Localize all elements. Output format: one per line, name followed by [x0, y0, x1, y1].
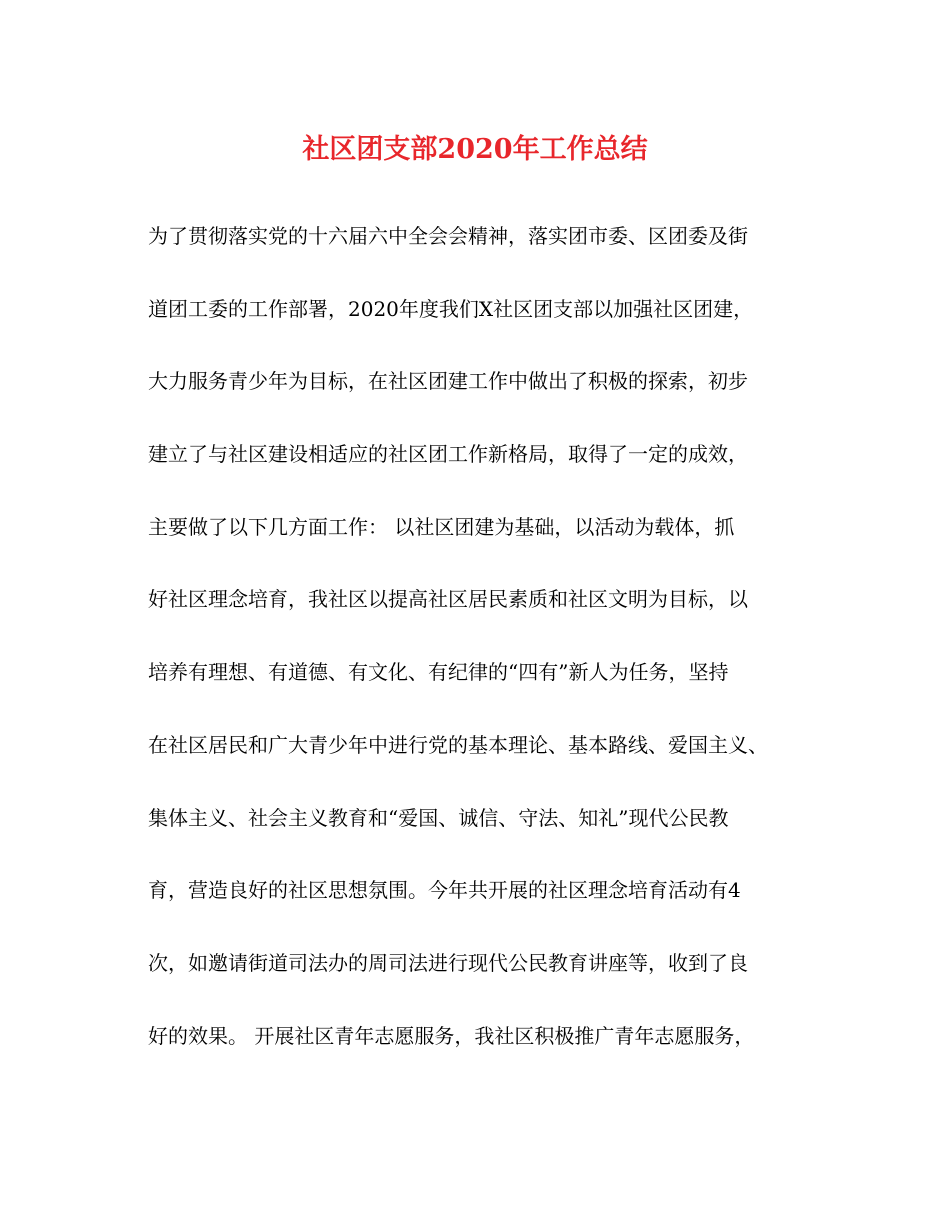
- body-line-4: 建立了与社区建设相适应的社区团工作新格局，取得了一定的成效，: [148, 442, 748, 467]
- body-line-8: 在社区居民和广大青少年中进行党的基本理论、基本路线、爱国主义、: [148, 732, 768, 757]
- body-line-9: 集体主义、社会主义教育和“爱国、诚信、守法、知礼”现代公民教: [148, 805, 729, 830]
- document-title: 社区团支部2020年工作总结: [302, 134, 648, 165]
- body-line-5: 主要做了以下几方面工作： 以社区团建为基础，以活动为载体，抓: [148, 514, 735, 539]
- body-line-6: 好社区理念培育，我社区以提高社区居民素质和社区文明为目标，以: [148, 587, 748, 612]
- body-line-7: 培养有理想、有道德、有文化、有纪律的“四有”新人为任务，坚持: [148, 660, 729, 685]
- document-body: [148, 216, 828, 1088]
- body-line-1: 为了贯彻落实党的十六届六中全会会精神，落实团市委、区团委及街: [148, 224, 748, 248]
- body-line-10: 育，营造良好的社区思想氛围。今年共开展的社区理念培育活动有4: [148, 878, 741, 903]
- body-line-2: 道团工委的工作部署，2020年度我们X社区团支部以加强社区团建，: [148, 296, 754, 321]
- body-line-3: 大力服务青少年为目标，在社区团建工作中做出了积极的探索，初步: [148, 369, 748, 394]
- body-line-12: 好的效果。 开展社区青年志愿服务，我社区积极推广青年志愿服务，: [148, 1023, 755, 1048]
- body-line-11: 次，如邀请街道司法办的周司法进行现代公民教育讲座等，收到了良: [148, 950, 748, 975]
